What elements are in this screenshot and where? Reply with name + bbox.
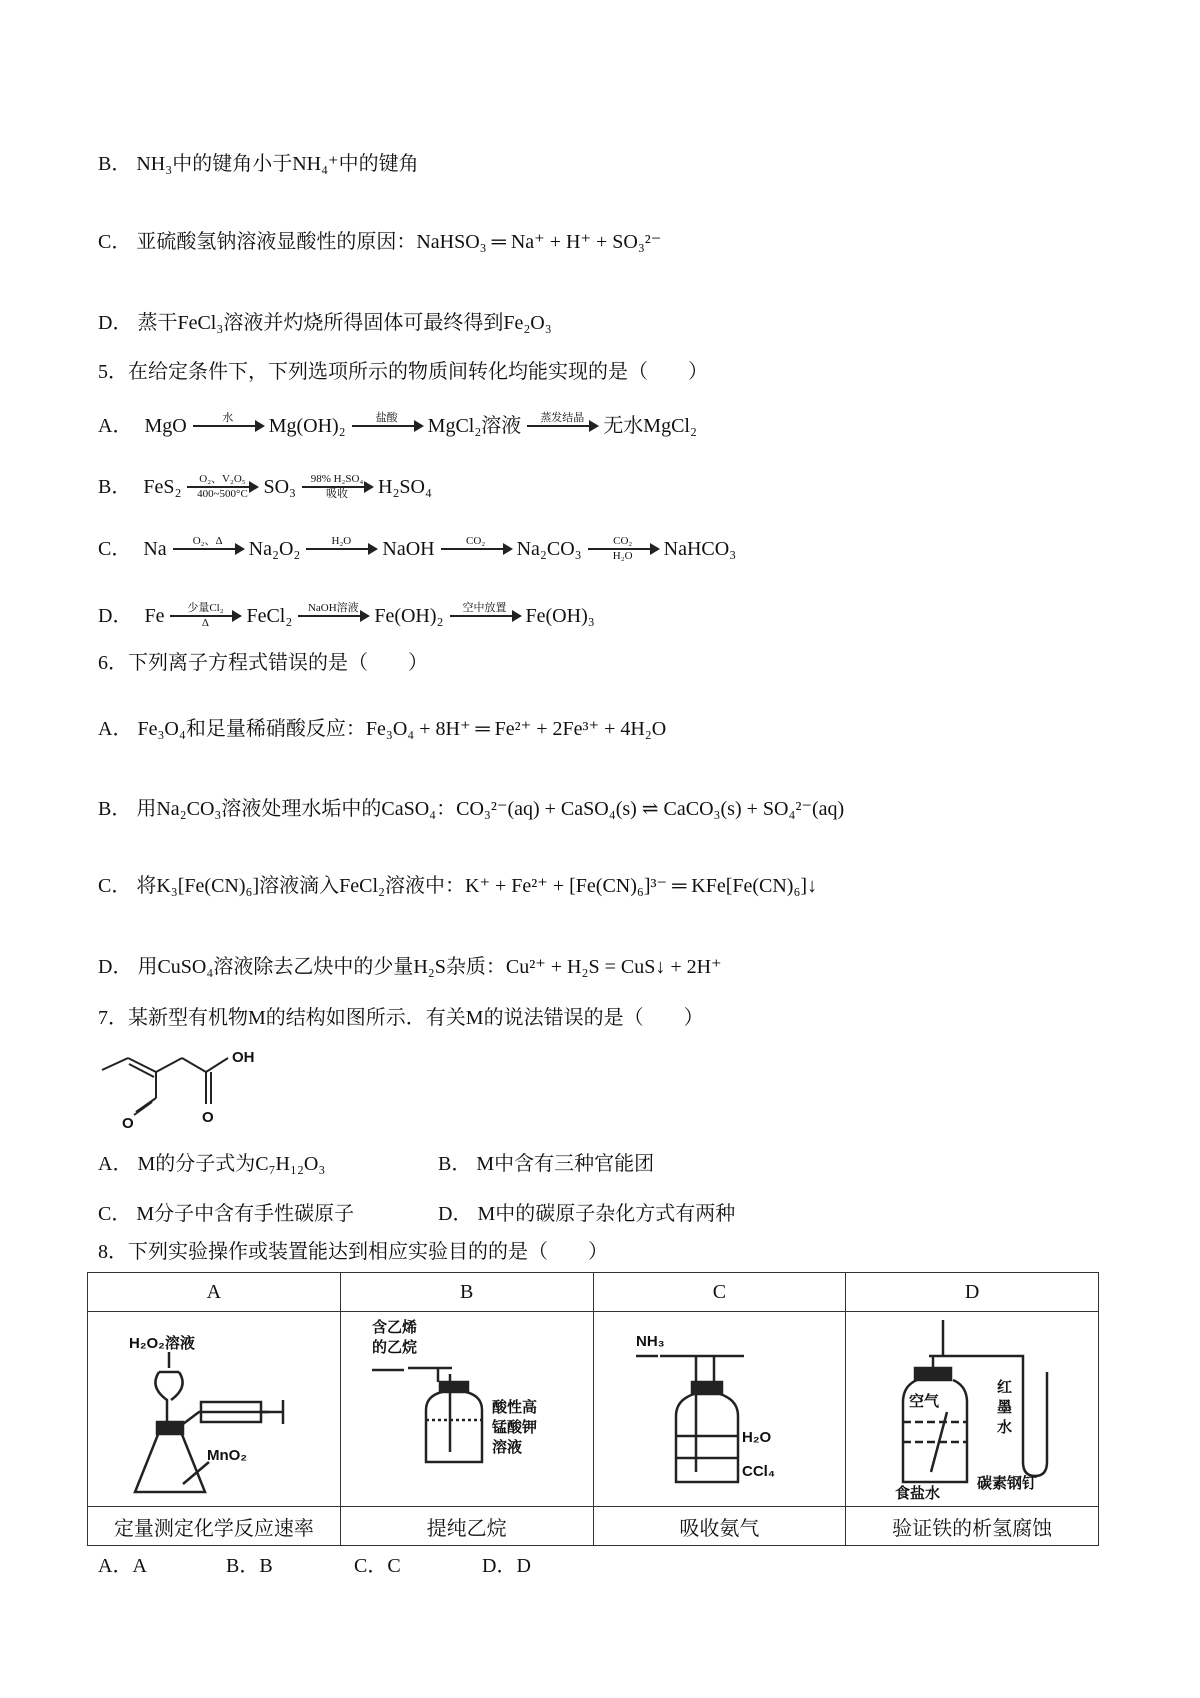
q5-stem: 5．在给定条件下，下列选项所示的物质间转化均能实现的是（ ） [98, 361, 708, 383]
arrow-condition-top: 蒸发结晶 [540, 412, 585, 424]
q4-option-c [98, 229, 661, 255]
chemical-species: MgCl₂溶液 [427, 415, 522, 437]
q5-option-d [98, 602, 595, 630]
q7-stem: 7．某新型有机物M的结构如图所示．有关M的说法错误的是（ ） [98, 1007, 704, 1029]
arrow-shaft [588, 548, 658, 550]
aldehyde-oxygen-label: O [122, 1115, 134, 1132]
reaction-arrow [187, 473, 257, 501]
q8-answer-a: A．A [98, 1555, 147, 1577]
arrow-condition-bottom: Δ [201, 617, 209, 629]
arrow-shaft [298, 615, 368, 617]
chemical-species: MgO [144, 415, 187, 437]
q4-option-b [98, 151, 419, 177]
header-c: C [593, 1273, 846, 1312]
reaction-arrow [306, 535, 376, 563]
option-label: D． [98, 605, 133, 627]
corrosion-diagram [847, 1312, 1097, 1500]
option-label: A． [98, 1153, 133, 1175]
option-label: C． [98, 538, 132, 560]
apparatus-d [846, 1312, 1099, 1507]
arrow-shaft [170, 615, 240, 617]
option-text: M的分子式为C₇H₁₂O₃ [137, 1153, 326, 1175]
chemical-species: 无水MgCl₂ [603, 415, 697, 437]
arrow-condition-top: H₂O [331, 535, 352, 547]
header-a: A [88, 1273, 341, 1312]
solution-label: 锰酸钾 [491, 1419, 537, 1436]
q4-option-d [98, 310, 552, 336]
chemical-species: NaHCO₃ [663, 538, 737, 560]
option-label: D． [98, 312, 133, 334]
option-text: 用Na₂CO₃溶液处理水垢中的CaSO₄：CO₃²⁻(aq) + CaSO₄(s) ⇌ CaCO₃(s) + SO₄²⁻(aq) [136, 798, 845, 820]
chemical-species: Na₂CO₃ [516, 538, 582, 560]
chemical-species: Na [143, 538, 167, 560]
carbonyl-oxygen-label: O [202, 1109, 214, 1126]
arrow-condition-bottom: H₂O [612, 550, 633, 562]
option-text: 蒸干FeCl₃溶液并灼烧所得固体可最终得到Fe₂O₃ [137, 312, 552, 334]
q7-option-b [438, 1151, 654, 1177]
chemical-species: Na₂O₂ [248, 538, 301, 560]
option-label: D． [438, 1203, 473, 1225]
arrow-condition-bottom [325, 617, 341, 630]
q7-option-a [98, 1151, 325, 1177]
gas-label: 含乙烯 [371, 1319, 417, 1336]
arrow-condition-top: 水 [222, 412, 234, 424]
experiment-table [87, 1272, 1099, 1546]
q5-option-b [98, 473, 432, 501]
option-text: M中含有三种官能团 [476, 1153, 655, 1175]
reaction-arrow [450, 602, 520, 630]
catalyst-label: MnO₂ [206, 1447, 247, 1464]
option-text: M分子中含有手性碳原子 [136, 1203, 355, 1225]
arrow-condition-top: CO₂ [613, 535, 633, 547]
chemical-species: Fe(OH)₃ [525, 605, 595, 627]
reaction-arrow [352, 412, 422, 440]
arrow-condition-top: 盐酸 [375, 412, 398, 424]
chemical-species: Fe [144, 605, 165, 627]
ink-label: 水 [997, 1419, 1013, 1436]
chemical-species: Fe(OH)₂ [374, 605, 444, 627]
caption-b: 提纯乙烷 [340, 1507, 593, 1546]
arrow-shaft [450, 615, 520, 617]
q6-option-a [98, 716, 666, 742]
reaction-arrow [441, 535, 511, 563]
reagent-label: H₂O₂溶液 [128, 1335, 195, 1352]
header-b: B [340, 1273, 593, 1312]
option-text: 用CuSO₄溶液除去乙炔中的少量H₂S杂质：Cu²⁺ + H₂S = CuS↓ + 2H⁺ [137, 956, 722, 978]
option-text: M中的碳原子杂化方式有两种 [477, 1203, 736, 1225]
chemical-species: SO₃ [263, 476, 296, 498]
arrow-condition-bottom: 400~500°C [197, 488, 248, 500]
arrow-condition-top: CO₂ [466, 535, 486, 547]
hydroxyl-label: OH [232, 1049, 255, 1066]
brine-label: 食盐水 [895, 1485, 941, 1500]
arrow-condition-top: NaOH溶液 [307, 602, 359, 614]
apparatus-c [593, 1312, 846, 1507]
option-label: B． [98, 476, 132, 498]
q8-stem: 8．下列实验操作或装置能达到相应实验目的的是（ ） [98, 1241, 608, 1263]
reaction-arrow [173, 535, 243, 563]
arrow-condition-bottom [468, 550, 484, 563]
q5-option-a [98, 412, 697, 440]
caption-a: 定量测定化学反应速率 [88, 1507, 341, 1546]
option-text: NH₃中的键角小于NH₄⁺中的键角 [136, 153, 419, 175]
chemical-species: H₂SO₄ [378, 476, 432, 498]
option-label: B． [98, 798, 132, 820]
nail-label: 碳素钢钉 [977, 1475, 1038, 1492]
option-label: C． [98, 875, 132, 897]
arrow-shaft [306, 548, 376, 550]
q8-answer-b: B．B [226, 1555, 273, 1577]
caption-c: 吸收氨气 [593, 1507, 846, 1546]
arrow-condition-bottom [379, 427, 395, 440]
gas-label: 的乙烷 [371, 1339, 417, 1356]
arrow-shaft [527, 425, 597, 427]
reaction-arrow [588, 535, 658, 563]
arrow-condition-top: O₂、Δ [192, 535, 223, 547]
water-label: H₂O [742, 1429, 772, 1446]
chemical-species: NaOH [382, 538, 435, 560]
reaction-arrow [193, 412, 263, 440]
q8-answer-d: D．D [482, 1555, 531, 1577]
option-label: A． [98, 415, 133, 437]
q5-option-c [98, 535, 736, 563]
arrow-shaft [352, 425, 422, 427]
header-d: D [846, 1273, 1099, 1312]
q8-answer-c: C．C [354, 1555, 401, 1577]
q7-option-d [438, 1201, 735, 1227]
solution-label: 溶液 [491, 1439, 522, 1456]
option-label: A． [98, 718, 133, 740]
arrow-condition-bottom: 吸收 [326, 488, 348, 500]
option-label: D． [98, 956, 133, 978]
structure-m-diagram [98, 1040, 278, 1132]
option-text: Fe₃O₄和足量稀硝酸反应：Fe₃O₄ + 8H⁺ ═ Fe²⁺ + 2Fe³⁺ + 4H₂O [137, 718, 667, 740]
reaction-arrow [298, 602, 368, 630]
apparatus-a [88, 1312, 341, 1507]
ink-label: 红 [997, 1379, 1013, 1396]
ccl4-label: CCl₄ [742, 1463, 776, 1480]
arrow-condition-top: O₂、V₂O₅ [199, 473, 246, 485]
arrow-condition-bottom [477, 617, 493, 630]
arrow-condition-bottom [554, 427, 570, 440]
q6-option-d [98, 954, 722, 980]
apparatus-b [340, 1312, 593, 1507]
solution-label: 酸性高 [491, 1399, 537, 1416]
q6-stem: 6．下列离子方程式错误的是（ ） [98, 652, 428, 674]
option-text: 将K₃[Fe(CN)₆]溶液滴入FeCl₂溶液中：K⁺ + Fe²⁺ + [Fe(CN)₆]³⁻ ═ KFe[Fe(CN)₆]↓ [136, 875, 818, 897]
reaction-arrow [527, 412, 597, 440]
gas-washing-bottle-diagram [342, 1312, 592, 1500]
arrow-shaft [193, 425, 263, 427]
arrow-shaft [302, 486, 372, 488]
chemical-species: FeCl₂ [246, 605, 293, 627]
q7-option-c [98, 1201, 354, 1227]
arrow-condition-top: 空中放置 [462, 602, 507, 614]
ink-label: 墨 [997, 1399, 1013, 1416]
arrow-condition-bottom [220, 427, 236, 440]
arrow-shaft [441, 548, 511, 550]
arrow-condition-top: 少量Cl₂ [187, 602, 224, 614]
option-label: B． [98, 153, 132, 175]
reaction-arrow [170, 602, 240, 630]
option-label: C． [98, 231, 132, 253]
gas-label: NH₃ [636, 1333, 665, 1350]
reaction-arrow [302, 473, 372, 501]
chemical-species: Mg(OH)₂ [268, 415, 346, 437]
option-text: 亚硫酸氢钠溶液显酸性的原因：NaHSO₃ ═ Na⁺ + H⁺ + SO₃²⁻ [136, 231, 662, 253]
ammonia-absorption-diagram [594, 1312, 844, 1500]
arrow-condition-top: 98% H₂SO₄ [310, 473, 364, 485]
chemical-species: FeS₂ [143, 476, 182, 498]
flask-syringe-diagram [89, 1312, 339, 1500]
air-label: 空气 [909, 1393, 940, 1410]
option-label: C． [98, 1203, 132, 1225]
option-label: B． [438, 1153, 472, 1175]
caption-d: 验证铁的析氢腐蚀 [846, 1507, 1099, 1546]
arrow-shaft [173, 548, 243, 550]
arrow-condition-bottom [200, 550, 216, 563]
q6-option-c [98, 873, 817, 899]
arrow-shaft [187, 486, 257, 488]
arrow-condition-bottom [333, 550, 349, 563]
q6-option-b [98, 796, 844, 822]
